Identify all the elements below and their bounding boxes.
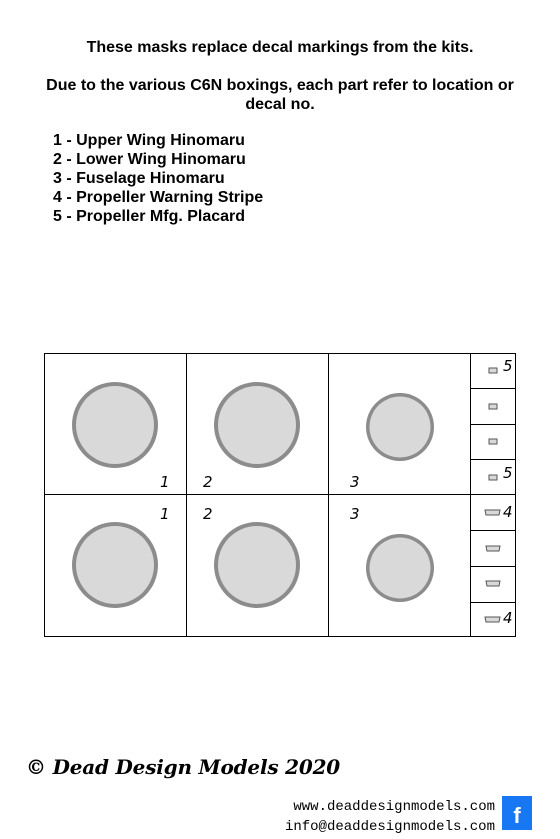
mask-lower-wing-bottom	[214, 522, 300, 608]
mask-warning-stripe	[485, 510, 500, 515]
mask-fuselage-bottom	[366, 534, 434, 602]
part-number: 2	[203, 473, 213, 491]
part-number: 5	[503, 464, 513, 482]
part-legend	[53, 131, 263, 226]
legend-item-4: 4 - Propeller Warning Stripe	[53, 189, 264, 206]
part-number: 2	[203, 505, 213, 523]
part-number: 4	[503, 503, 513, 521]
mask-lower-wing-top	[214, 382, 300, 468]
legend-item-2: 2 - Lower Wing Hinomaru	[53, 151, 246, 168]
contact-info	[285, 797, 495, 837]
mask-placard	[489, 368, 497, 373]
part-number: 3	[350, 505, 360, 523]
mask-fuselage-top	[366, 393, 434, 461]
mask-upper-wing-top	[72, 382, 158, 468]
mask-placard	[489, 404, 497, 409]
mask-sheet	[44, 353, 516, 637]
email-link[interactable]: info@deaddesignmodels.com	[284, 819, 495, 835]
boxing-note: Due to the various C6N boxings, each part refer to location or decal no.	[46, 77, 514, 113]
facebook-icon[interactable]	[502, 796, 532, 830]
part-number: 1	[160, 505, 170, 523]
legend-item-1: 1 - Upper Wing Hinomaru	[53, 132, 245, 149]
mask-upper-wing-bottom	[72, 522, 158, 608]
legend-item-3: 3 - Fuselage Hinomaru	[53, 170, 225, 187]
mask-warning-stripe	[486, 546, 500, 551]
part-number: 3	[350, 473, 360, 491]
mask-warning-stripe	[486, 581, 500, 586]
copyright-notice: © Dead Design Models 2020	[26, 755, 341, 779]
website-link[interactable]: www.deaddesignmodels.com	[293, 799, 495, 815]
mask-placard	[489, 475, 497, 480]
mask-warning-stripe	[485, 617, 500, 622]
facebook-glyph: f	[513, 803, 521, 828]
legend-item-5: 5 - Propeller Mfg. Placard	[53, 208, 246, 225]
part-number: 4	[503, 609, 513, 627]
intro-text: These masks replace decal markings from the kits.	[86, 39, 474, 56]
part-number: 1	[160, 473, 170, 491]
part-number: 5	[503, 357, 513, 375]
mask-placard	[489, 439, 497, 444]
